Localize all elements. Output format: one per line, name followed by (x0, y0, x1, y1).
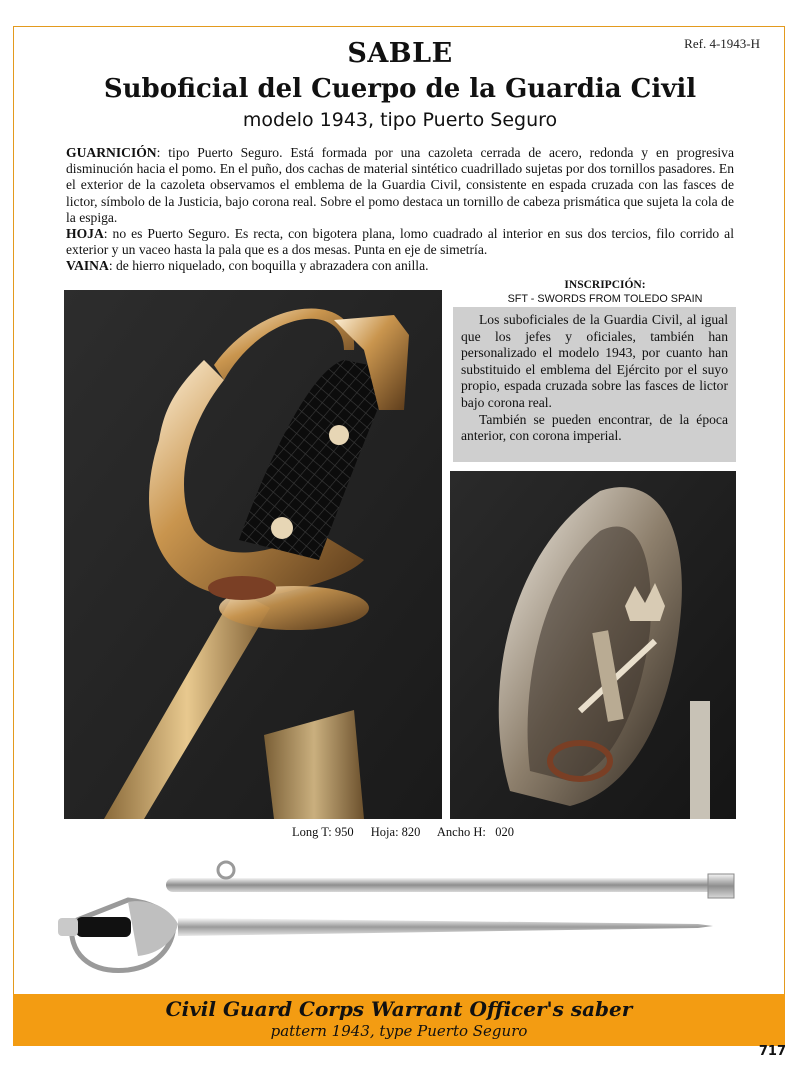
english-banner (13, 994, 785, 1046)
vaina-label: VAINA (66, 258, 109, 274)
dimensions-line (292, 825, 528, 840)
english-subtitle: pattern 1943, type Puerto Seguro (270, 1022, 528, 1040)
page-title: SABLE (347, 38, 453, 69)
hoja-paragraph (66, 226, 734, 258)
guarnicion-paragraph (66, 145, 734, 226)
english-title: Civil Guard Corps Warrant Officer's saber (165, 997, 633, 1021)
model-line: modelo 1943, tipo Puerto Seguro (242, 109, 558, 131)
page-number: 717 (758, 1044, 786, 1059)
vaina-paragraph (66, 258, 734, 274)
page-subtitle: Suboficial del Cuerpo de la Guardia Civil (103, 74, 697, 104)
inscription-text: SFT - SWORDS FROM TOLEDO SPAIN (507, 293, 703, 305)
reference-number: Ref. 4-1943-H (684, 36, 760, 51)
inscription-label: INSCRIPCIÓN: (564, 279, 646, 291)
hilt-photo (64, 290, 442, 819)
blade-width: Ancho H: 020 (436, 825, 514, 839)
hoja-label: HOJA (66, 226, 104, 242)
guarnicion-text: : tipo Puerto Seguro. Está formada por una cazoleta cerrada de acero, redonda y en progresiva disminución hacia el pomo. En el puño, dos cachas de material sintético cuadrillado sujetas por dos tornillos pasadores. En el exterior de la cazoleta observamos el emblema de la Guardia Civil, consistente en espada cruzada con las fasces de lictor, símbolo de la Justicia, bajo corona real. Sobre el pomo destaca un tornillo de cabeza prismática que sujeta la cola de la espiga. (66, 145, 734, 225)
blade-length: Hoja: 820 (370, 825, 421, 839)
note-paragraph-1: Los suboficiales de la Guardia Civil, al igual que los jefes y oficiales, también han personalizado el modelo 1943, por cuanto han substituido el emblema del Ejército por el suyo propio, espada cruzada sobre las fasces de lictor bajo corona real. (461, 312, 728, 410)
hoja-text: : no es Puerto Seguro. Es recta, con bigotera plana, lomo cuadrado al interior en sus dos tercios, filo corrido al exterior y un vaceo hasta la pala que es a dos mesas. Punta en eje de simetría. (66, 226, 734, 258)
guarnicion-label: GUARNICIÓN (66, 145, 157, 160)
emblem-photo (450, 471, 736, 819)
vaina-text: : de hierro niquelado, con boquilla y abrazadera con anilla. (108, 258, 429, 274)
note-box (453, 307, 736, 462)
total-length: Long T: 950 (292, 825, 354, 839)
full-saber-photo (58, 852, 748, 980)
description-block (66, 145, 734, 275)
note-paragraph-2: También se pueden encontrar, de la época anterior, con corona imperial. (461, 411, 728, 444)
